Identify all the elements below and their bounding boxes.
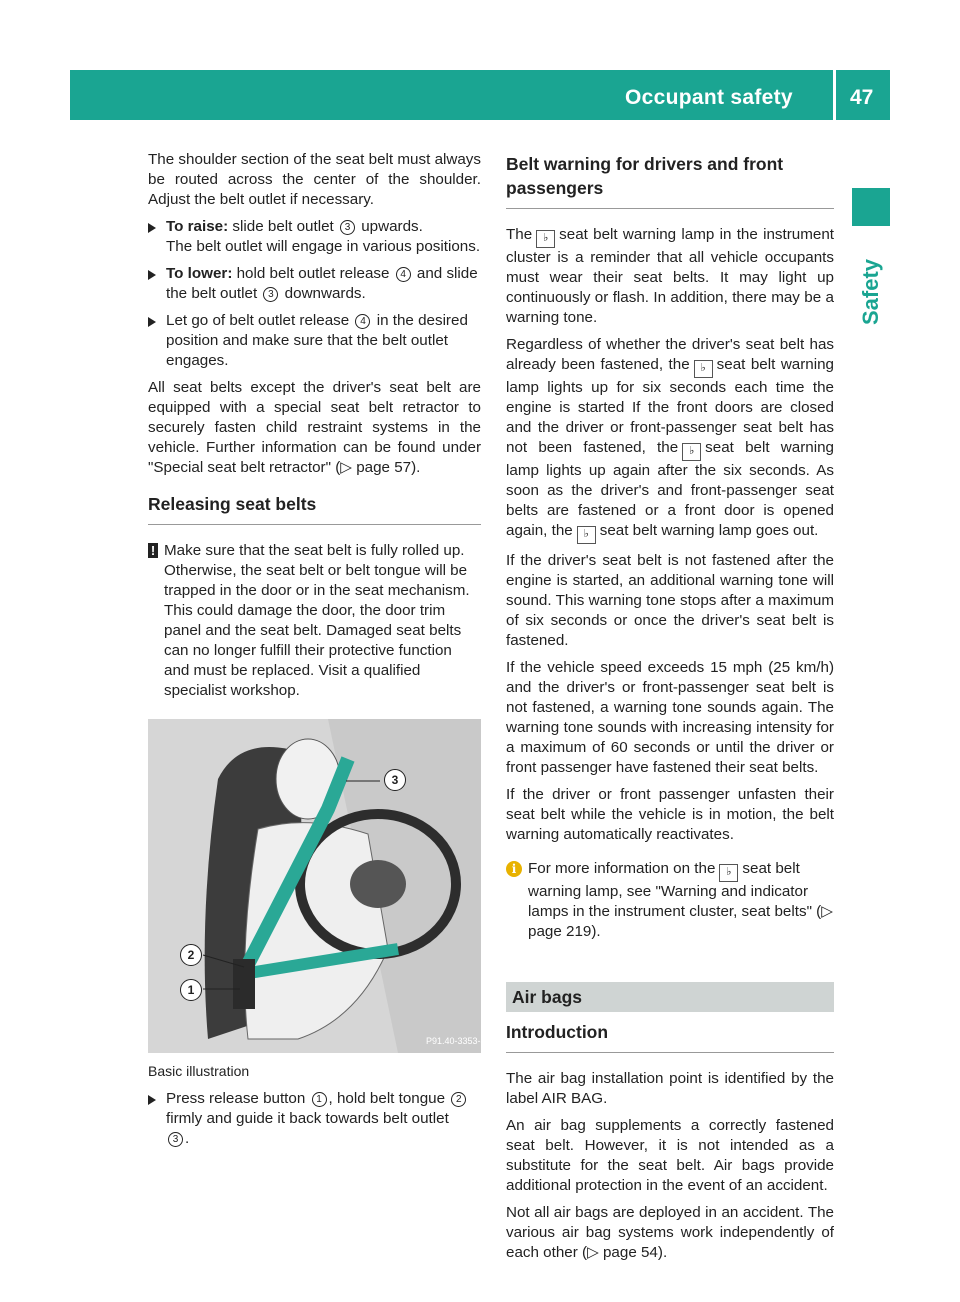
step-arrow-icon bbox=[148, 317, 156, 327]
page-ref-triangle-icon: ▷ bbox=[340, 459, 352, 476]
step-arrow-icon bbox=[148, 223, 156, 233]
seatbelt-illustration-svg bbox=[148, 719, 491, 1053]
section-title: Occupant safety bbox=[625, 86, 793, 109]
belt-warning-heading: Belt warning for drivers and front passengers bbox=[506, 152, 834, 209]
belt-paragraph-4: If the vehicle speed exceeds 15 mph (25 km/h) and the driver's or front-passenger seat belt is not fastened, a warning tone sounds again. The warning tone sounds with increasing intensity for a maximum of 60 seconds or until the driver or front passenger have fastened their seat belts. bbox=[506, 659, 834, 776]
header-bar bbox=[70, 70, 890, 120]
info-icon: i bbox=[506, 861, 522, 877]
seatbelt-warning-icon: ♭ bbox=[577, 526, 596, 544]
seatbelt-illustration bbox=[148, 719, 491, 1053]
callout-2-icon: 2 bbox=[451, 1092, 466, 1107]
airbag-paragraph-1: The air bag installation point is identified by the label AIR BAG. bbox=[506, 1070, 834, 1107]
callout-3-icon: 3 bbox=[168, 1132, 183, 1147]
airbags-section-box: Air bags bbox=[506, 982, 834, 1012]
figure-caption: Basic illustration bbox=[148, 1063, 250, 1079]
intro-paragraph: The shoulder section of the seat belt must always be routed across the center of the shoulder. Adjust the belt outlet if necessary. bbox=[148, 151, 481, 208]
seatbelt-warning-icon: ♭ bbox=[536, 230, 555, 248]
step-lower: To lower: hold belt outlet release 4 and slide the belt outlet 3 downwards. bbox=[148, 264, 481, 304]
side-label: Safety bbox=[858, 258, 883, 325]
seatbelt-warning-icon: ♭ bbox=[682, 443, 701, 461]
callout-3-icon: 3 bbox=[263, 287, 278, 302]
left-column bbox=[148, 150, 491, 1156]
step-raise: To raise: slide belt outlet 3 upwards. The belt outlet will engage in various positions. bbox=[148, 217, 481, 257]
step-release: Press release button 1 , hold belt tongue 2 firmly and guide it back towards belt outlet 3 . bbox=[148, 1089, 481, 1149]
header-divider bbox=[833, 70, 836, 120]
belt-paragraph-2: Regardless of whether the driver's seat belt has already been fastened, the ♭ seat belt warning lamp lights up for six seconds each time the engine is started If the front doors are closed and the driver or front-passenger seat belt has not been fastened, the ♭ seat belt warning lamp lights up again after the six seconds. As soon as the driver's and front-passenger seat belts are fastened or a front door is opened again, the ♭ seat belt warning lamp goes out. bbox=[506, 335, 834, 544]
info-note: i For more information on the ♭ seat belt warning lamp, see "Warning and indicator lamps in the instrument cluster, seat belts" (▷ page 219). bbox=[506, 859, 834, 942]
retractor-paragraph: All seat belts except the driver's seat belt are equipped with a special seat belt retractor to securely fasten child restraint systems in the vehicle. Further information can be found under "Special seat belt retractor" (▷ page 57). bbox=[148, 379, 481, 476]
page-number: 47 bbox=[850, 86, 874, 109]
callout-4-icon: 4 bbox=[396, 267, 411, 282]
seatbelt-warning-icon: ♭ bbox=[694, 360, 713, 378]
seatbelt-warning-icon: ♭ bbox=[719, 864, 738, 882]
callout-1-marker: 1 bbox=[180, 979, 202, 1001]
page-ref-triangle-icon: ▷ bbox=[821, 903, 833, 920]
right-column bbox=[506, 150, 834, 1270]
airbag-paragraph-2: An air bag supplements a correctly fastened seat belt. However, it is not intended as a substitute for the seat belt. Air bags provide additional protection in the event of an accident. bbox=[506, 1117, 834, 1194]
page-ref-link[interactable]: page 54). bbox=[602, 1244, 668, 1261]
releasing-heading: Releasing seat belts bbox=[148, 492, 481, 525]
step-arrow-icon bbox=[148, 270, 156, 280]
callout-2-marker: 2 bbox=[180, 944, 202, 966]
step-let-go: Let go of belt outlet release 4 in the desired position and make sure that the belt outlet engages. bbox=[148, 311, 481, 371]
figure-code: P91.40-3353-31 bbox=[426, 1036, 491, 1046]
page-ref-link[interactable]: page 219). bbox=[528, 923, 601, 940]
callout-3-icon: 3 bbox=[340, 220, 355, 235]
belt-paragraph-5: If the driver or front passenger unfasten their seat belt while the vehicle is in motion, the belt warning automatically reactivates. bbox=[506, 786, 834, 843]
callout-4-icon: 4 bbox=[355, 314, 370, 329]
introduction-heading: Introduction bbox=[506, 1020, 834, 1053]
warning-note: ! Make sure that the seat belt is fully rolled up. Otherwise, the seat belt or belt tongue will be trapped in the door or in the seat mechanism. This could damage the door, the door trim panel and the seat belt. Damaged seat belts can no longer fulfill their protective function and must be replaced. Visit a qualified specialist workshop. bbox=[148, 541, 481, 701]
callout-3-marker: 3 bbox=[384, 769, 406, 791]
page-ref-triangle-icon: ▷ bbox=[587, 1244, 599, 1261]
page-ref-link[interactable]: page 57). bbox=[356, 459, 421, 476]
belt-paragraph-3: If the driver's seat belt is not fastened after the engine is started, an additional warning tone will sound. This warning tone stops after a maximum of six seconds or once the driver's seat belt is fastened. bbox=[506, 552, 834, 649]
airbag-paragraph-3: Not all air bags are deployed in an accident. The various air bag systems work independently of each other (▷ page 54). bbox=[506, 1204, 834, 1261]
exclamation-icon: ! bbox=[148, 543, 158, 558]
side-tab bbox=[852, 188, 890, 226]
step-arrow-icon bbox=[148, 1095, 156, 1105]
belt-paragraph-1: The ♭ seat belt warning lamp in the instrument cluster is a reminder that all vehicle occupants must wear their seat belts. It may light up continuously or flash. In addition, there may be a warning tone. bbox=[506, 226, 834, 326]
callout-1-icon: 1 bbox=[312, 1092, 327, 1107]
